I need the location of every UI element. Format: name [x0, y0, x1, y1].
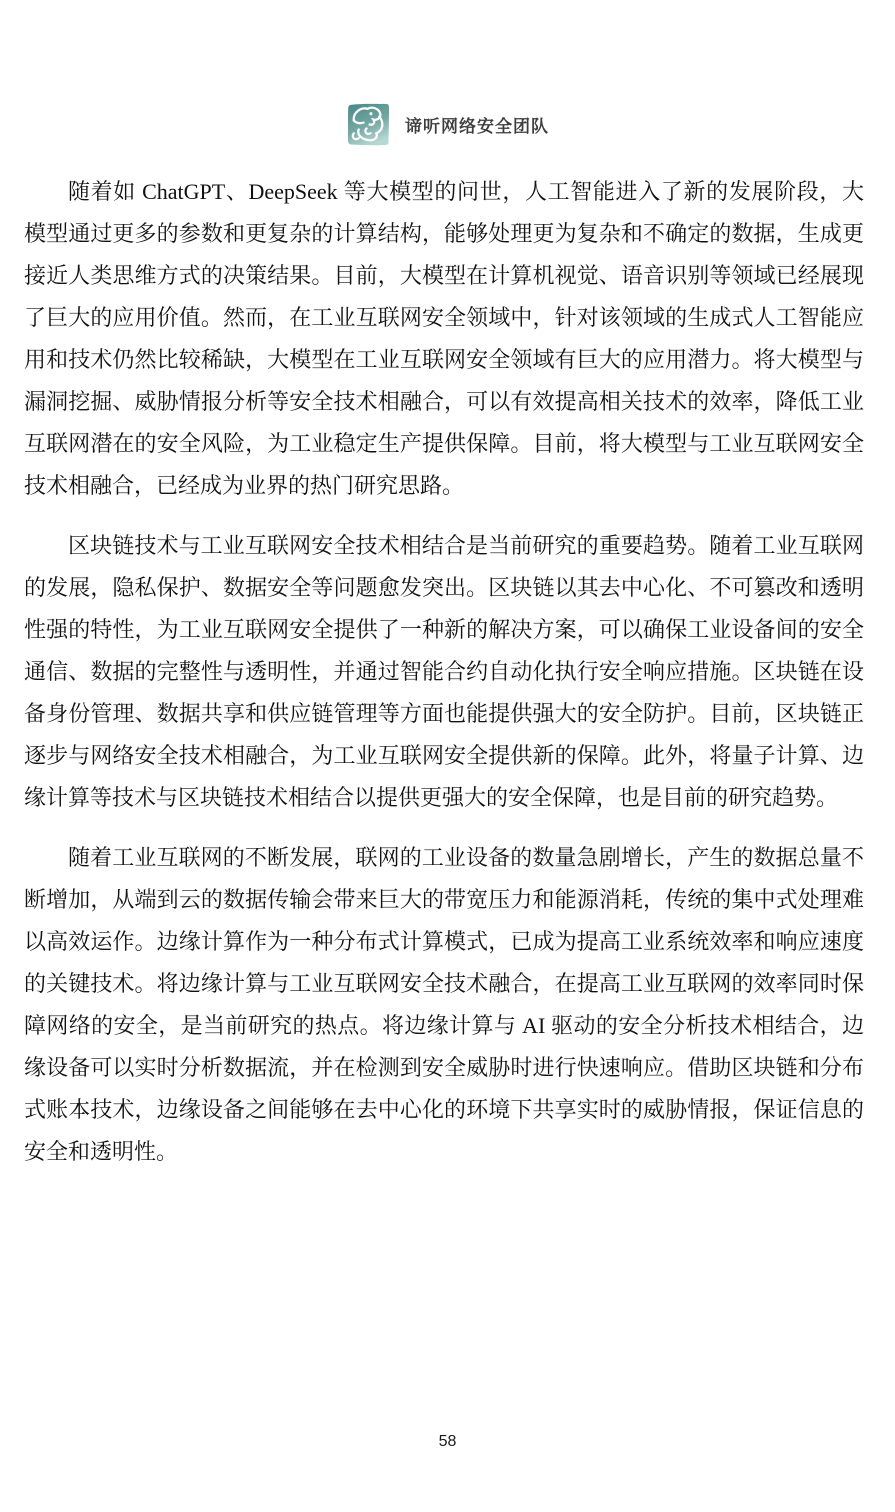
diting-seal-icon [346, 102, 391, 147]
team-logo-header [0, 102, 895, 147]
page-number: 58 [438, 1433, 457, 1450]
paragraph-blockchain: 区块链技术与工业互联网安全技术相结合是当前研究的重要趋势。随着工业互联网的发展，隐私保护、数据安全等问题愈发突出。区块链以其去中心化、不可篡改和透明性强的特性，为工业互联网安全提供了一种新的解决方案，可以确保工业设备间的安全通信、数据的完整性与透明性，并通过智能合约自动化执行安全响应措施。区块链在设备身份管理、数据共享和供应链管理等方面也能提供强大的安全防护。目前，区块链正逐步与网络安全技术相融合，为工业互联网安全提供新的保障。此外，将量子计算、边缘计算等技术与区块链技术相结合以提供更强大的安全保障，也是目前的研究趋势。 [24, 533, 864, 810]
document-body [24, 171, 864, 1191]
paragraph-large-models: 随着如 ChatGPT、DeepSeek 等大模型的问世，人工智能进入了新的发展阶段，大模型通过更多的参数和更复杂的计算结构，能够处理更为复杂和不确定的数据，生成更接近人类思维方式的决策结果。目前，大模型在计算机视觉、语音识别等领域已经展现了巨大的应用价值。然而，在工业互联网安全领域中，针对该领域的生成式人工智能应用和技术仍然比较稀缺，大模型在工业互联网安全领域有巨大的应用潜力。将大模型与漏洞挖掘、威胁情报分析等安全技术相融合，可以有效提高相关技术的效率，降低工业互联网潜在的安全风险，为工业稳定生产提供保障。目前，将大模型与工业互联网安全技术相融合，已经成为业界的热门研究思路。 [24, 179, 864, 498]
paragraph-edge-computing: 随着工业互联网的不断发展，联网的工业设备的数量急剧增长，产生的数据总量不断增加，从端到云的数据传输会带来巨大的带宽压力和能源消耗，传统的集中式处理难以高效运作。边缘计算作为一种分布式计算模式，已成为提高工业系统效率和响应速度的关键技术。将边缘计算与工业互联网安全技术融合，在提高工业互联网的效率同时保障网络的安全，是当前研究的热点。将边缘计算与 AI 驱动的安全分析技术相结合，边缘设备可以实时分析数据流，并在检测到安全威胁时进行快速响应。借助区块链和分布式账本技术，边缘设备之间能够在去中心化的环境下共享实时的威胁情报，保证信息的安全和透明性。 [24, 845, 864, 1164]
team-name-label: 谛听网络安全团队 [405, 117, 549, 136]
